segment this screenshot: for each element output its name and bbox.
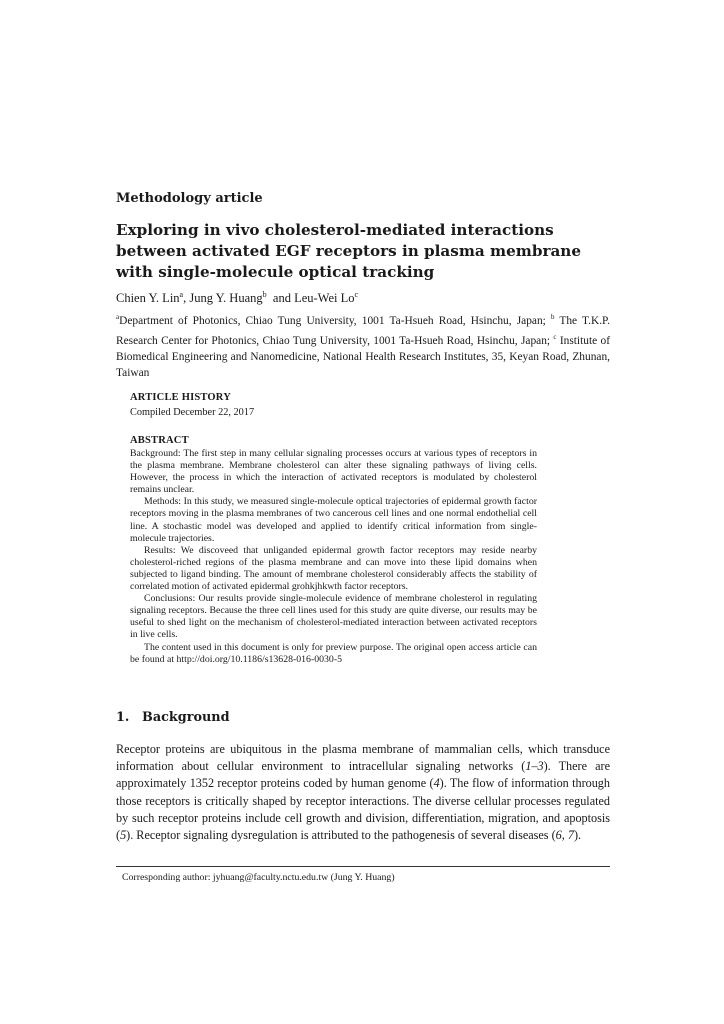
abstract-heading: ABSTRACT [130,435,189,446]
body-text: Receptor proteins are ubiquitous in the plasma membrane of mammalian cells, which transduce information about cellular environment to intracellular signaling networks ( [116,742,610,774]
citation: 7 [567,828,574,843]
author-name: Jung Y. Huang [189,291,263,306]
section-number: 1. [116,710,130,725]
section-title: Background [142,710,230,725]
citation: 4 [433,776,440,791]
abstract-paragraph: Methods: In this study, we measured single-molecule optical trajectories of epidermal growth factor receptors moving in the plasma membranes of two cancerous cell lines and one normal endothelial cell line. A stochastic model was developed and applied to identify critical information from single-molecule trajectories. [130,496,537,544]
abstract-paragraph: The content used in this document is only for preview purpose. The original open access article can be found at http://doi.org/10.1186/s13628-016-0030-5 [130,641,537,665]
affil-mark: b [550,313,555,321]
citation: 1–3 [525,759,544,774]
body-text: ). [573,828,582,843]
author-name: Leu-Wei Lo [294,291,355,306]
affiliation: The T.K.P. Research Center for Photonics, Chiao Tung University, 1001 Ta-Hsueh Road, Hsinchu, Japan; [116,314,610,347]
author-affil-mark: a [179,290,184,299]
affiliations [116,309,610,381]
abstract-paragraph: Conclusions: Our results provide single-molecule evidence of membrane cholesterol in regulating signaling receptors. Because the three cell lines used for this study are quite diverse, our results may be useful to shed light on the mechanism of cholesterol-mediated interaction between activated receptors in live cells. [130,593,537,641]
paper-title: Exploring in vivo cholesterol-mediated interactions between activated EGF receptors in plasma membrane with single-molecule optical tracking [116,221,581,281]
compiled-date: Compiled December 22, 2017 [130,407,255,418]
body-text: , [561,828,568,843]
author-affil-mark: c [354,290,359,299]
affil-mark: c [553,332,557,341]
body-text: ). There are approximately 1352 receptor proteins coded by human genome ( [116,759,611,791]
article-type: Methodology article [116,191,263,206]
body-text: ). Receptor signaling dysregulation is attributed to the pathogenesis of several diseases ( [126,828,556,843]
citation: 5 [120,828,127,843]
affil-mark: a [116,313,120,321]
body-text: ). The flow of information through those receptors is critically shaped by receptor interactions. The diverse cellular processes regulated by such receptor proteins include cell growth and division, differentiation, migration, and apoptosis ( [116,776,610,843]
affiliation: Institute of Biomedical Engineering and Nanomedicine, National Health Research Institutes, 35, Keyan Road, Zhunan, Taiwan [116,334,610,379]
article-history-heading: ARTICLE HISTORY [130,392,231,403]
citation: 6 [555,828,562,843]
footnote-rule [116,866,610,867]
author-affil-mark: b [262,290,267,299]
corresponding-author-footnote: Corresponding author: jyhuang@faculty.nctu.edu.tw (Jung Y. Huang) [122,872,395,883]
author-name: Chien Y. Lin [116,291,180,306]
author-list: Chien Y. Lin$^a$, Jung Y. Huang$^b$ and Leu-Wei Lo$^c$ [116,290,359,306]
abstract-paragraph: Results: We discoveed that unliganded epidermal growth factor receptors may reside nearby cholesterol-riched regions of the plasma membrane and can move into these lipid domains when subjected to ligand binding. The amount of membrane cholesterol considerably affects the stability of correlated motion of activated epidermal grohkjhkwth factor receptors. [130,544,537,593]
section-heading [116,710,230,725]
abstract-paragraph: Background: The first step in many cellular signaling processes occurs at various types of receptors in the plasma membrane. Membrane cholesterol can alter these signaling pathways of living cells. However, the process in which the interaction of activated receptors is modulated by cholesterol remains unclear. [130,448,537,496]
abstract-body [130,448,537,666]
affiliation: Department of Photonics, Chiao Tung University, 1001 Ta-Hsueh Road, Hsinchu, Japan; [119,314,546,327]
body-paragraph [116,741,610,844]
